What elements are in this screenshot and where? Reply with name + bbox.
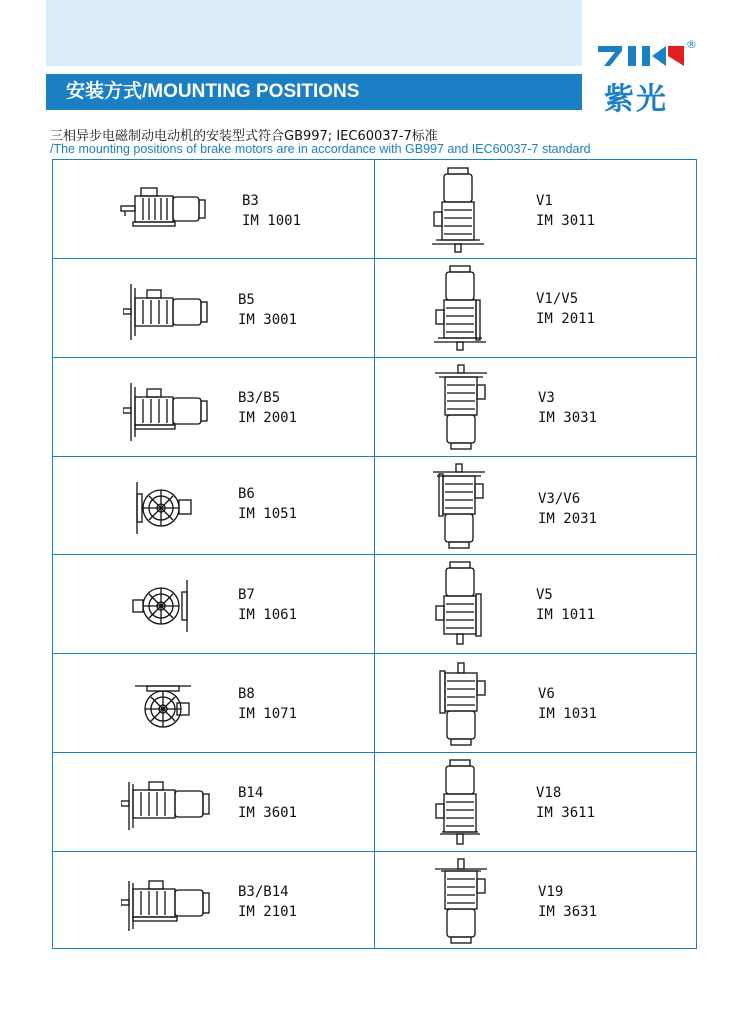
position-code: B3/B14 xyxy=(238,884,289,900)
table-cell xyxy=(375,554,696,652)
im-code: IM 1031 xyxy=(538,706,598,722)
brand-name: 紫光 xyxy=(604,82,668,117)
vertical-foot-shaft-up-motor-icon xyxy=(431,661,491,747)
position-code: V5 xyxy=(536,587,553,603)
table-cell xyxy=(53,160,374,258)
description-cn: 三相异步电磁制动电动机的安装型式符合GB997; IEC60037-7标准 xyxy=(50,129,438,144)
vertical-shaft-down-foot-motor-icon xyxy=(432,264,488,352)
horizontal-flange-motor-icon xyxy=(123,282,211,342)
position-code: B14 xyxy=(238,785,264,801)
mounting-positions-table xyxy=(52,159,697,949)
im-code: IM 2101 xyxy=(238,904,298,920)
wall-mount-motor-end-view-icon xyxy=(129,578,193,634)
table-cell xyxy=(53,554,374,652)
table-cell xyxy=(375,357,696,455)
horizontal-foot-flange-motor-icon xyxy=(123,381,213,443)
position-code: V3 xyxy=(538,390,555,406)
brand-logo xyxy=(596,38,706,118)
im-code: IM 1001 xyxy=(242,213,302,229)
im-code: IM 1071 xyxy=(238,706,298,722)
vertical-shaft-up-foot-motor-icon xyxy=(429,462,491,550)
vertical-foot-shaft-down-motor-icon xyxy=(432,560,488,646)
im-code: IM 3611 xyxy=(536,805,596,821)
ceiling-mount-motor-end-view-icon xyxy=(133,683,193,733)
table-cell xyxy=(375,653,696,751)
table-cell xyxy=(375,160,696,258)
top-band xyxy=(46,0,582,66)
horizontal-foot-motor-icon xyxy=(119,180,215,232)
position-code: V1/V5 xyxy=(536,291,579,307)
position-code: V6 xyxy=(538,686,555,702)
position-code: B3/B5 xyxy=(238,390,281,406)
table-cell xyxy=(53,456,374,554)
table-cell xyxy=(53,851,374,949)
description-en: /The mounting positions of brake motors are in accordance with GB997 and IEC60037-7 standard xyxy=(50,142,591,156)
position-code: V3/V6 xyxy=(538,491,581,507)
vertical-shaft-down-motor-icon xyxy=(430,166,486,254)
im-code: IM 1051 xyxy=(238,506,298,522)
registered-mark: ® xyxy=(686,38,697,51)
page-title: 安装方式/MOUNTING POSITIONS xyxy=(46,74,582,110)
im-code: IM 3011 xyxy=(536,213,596,229)
table-cell xyxy=(375,456,696,554)
position-code: B8 xyxy=(238,686,255,702)
table-cell xyxy=(53,258,374,356)
wall-mount-motor-end-view-icon xyxy=(131,480,195,536)
logo-mark-icon xyxy=(596,42,686,70)
table-cell xyxy=(53,752,374,850)
position-code: V19 xyxy=(538,884,564,900)
position-code: V1 xyxy=(536,193,553,209)
im-code: IM 1061 xyxy=(238,607,298,623)
im-code: IM 3601 xyxy=(238,805,298,821)
horizontal-face-flange-motor-icon xyxy=(121,774,215,838)
table-cell xyxy=(53,357,374,455)
position-code: B6 xyxy=(238,486,255,502)
vertical-face-flange-shaft-up-motor-icon xyxy=(431,857,491,945)
horizontal-foot-face-flange-motor-icon xyxy=(121,873,215,937)
im-code: IM 2001 xyxy=(238,410,298,426)
im-code: IM 2031 xyxy=(538,511,598,527)
position-code: B5 xyxy=(238,292,255,308)
table-cell xyxy=(375,851,696,949)
im-code: IM 3031 xyxy=(538,410,598,426)
vertical-face-flange-shaft-down-motor-icon xyxy=(432,758,488,846)
table-cell xyxy=(375,752,696,850)
position-code: B7 xyxy=(238,587,255,603)
table-cell xyxy=(375,258,696,356)
table-cell xyxy=(53,653,374,751)
vertical-shaft-up-motor-icon xyxy=(431,363,491,451)
position-code: B3 xyxy=(242,193,259,209)
im-code: IM 2011 xyxy=(536,311,596,327)
position-code: V18 xyxy=(536,785,562,801)
im-code: IM 1011 xyxy=(536,607,596,623)
im-code: IM 3001 xyxy=(238,312,298,328)
im-code: IM 3631 xyxy=(538,904,598,920)
